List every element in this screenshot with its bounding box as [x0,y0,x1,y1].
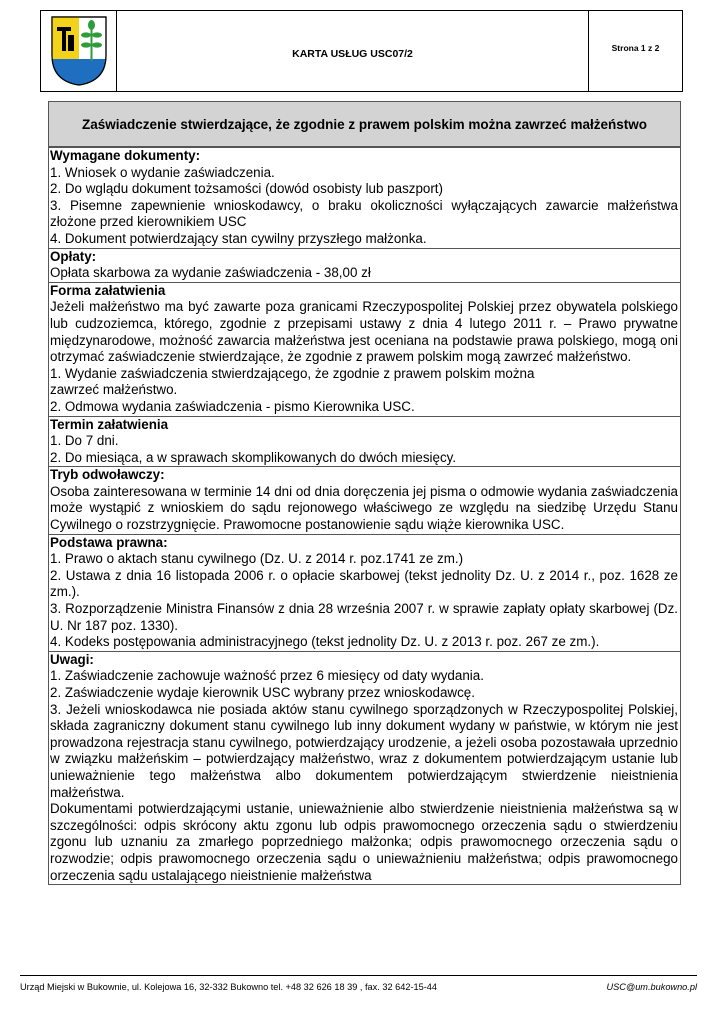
list-item: 2. Do wglądu dokument tożsamości (dowód osobisty lub paszport) [50,181,443,197]
footer-address: Urząd Miejski w Bukownie, ul. Kolejowa 16, 32-332 Bukowno tel. +48 32 626 18 39 , fax. 32 642-15-44 [20,982,438,992]
section-title: Termin załatwienia [50,416,169,432]
section-title: Forma załatwienia [50,282,166,298]
appeal-text: Osoba zainteresowana w terminie 14 dni od dnia doręczenia jej pisma o odmowie wydania zaświadczenia może wystąpić z wnioskiem do sądu rejonowego właściwego ze względu na siedzibę Urzędu Stanu Cywilnego o rozstrzygnięcie. Prawomocne postanowienie sądu wiąże kierownika USC. [50,483,678,533]
section-notes [49,651,680,884]
list-item: 3. Rozporządzenie Ministra Finansów z dnia 28 września 2007 r. w sprawie zapłaty opłaty skarbowej (Dz. U. Nr 187 poz. 1330). [50,601,678,633]
page-number: Strona 1 z 2 [588,11,682,91]
section-required-documents [49,147,680,248]
list-item: 4. Dokument potwierdzający stan cywilny przyszłego małżonka. [50,230,427,246]
section-legal-basis [49,534,680,651]
list-item-continued: zawrzeć małżeństwo. [50,382,178,398]
list-item: 2. Odmowa wydania zaświadczenia - pismo Kierownika USC. [50,398,415,414]
section-form [49,282,680,416]
list-item: 4. Kodeks postępowania administracyjnego (tekst jednolity Dz. U. z 2013 r. poz. 267 ze zm.). [50,634,600,650]
list-item: 3. Jeżeli wnioskodawca nie posiada aktów stanu cywilnego sporządzonych w Rzeczypospolitej Polskiej, składa zagraniczny dokument stanu cywilnego lub inny dokument wydany w państwie, w którym nie jest prowadzona rejestracja stanu cywilnego, potwierdzający urodzenie, a jeżeli osoba pozostawała uprzednio w związku małżeńskim – potwierdzający małżeństwo, wraz z dokumentem potwierdzającym ustanie lub unieważnienie tego małżeństwa albo dokumentem potwierdzającym stwierdzenie nieistnienia małżeństwa. [50,701,678,800]
document-title: Zaświadczenie stwierdzające, że zgodnie z prawem polskim można zawrzeć małżeństwo [49,102,680,147]
section-appeal [49,466,680,533]
list-item: 1. Wydanie zaświadczenia stwierdzającego, że zgodnie z prawem polskim można [50,365,535,381]
section-fees [49,248,680,282]
page-footer [20,975,697,992]
coat-of-arms-logo [50,15,108,87]
section-title: Wymagane dokumenty: [50,148,201,163]
list-item: 2. Do miesiąca, a w sprawach skomplikowanych do dwóch miesięcy. [50,449,457,465]
list-item: 1. Wniosek o wydanie zaświadczenia. [50,164,275,180]
fee-text: Opłata skarbowa za wydanie zaświadczenia - 38,00 zł [50,265,371,281]
list-item: 1. Zaświadczenie zachowuje ważność przez 6 miesięcy od daty wydania. [50,668,484,684]
card-title: KARTA USŁUG USC07/2 [292,48,413,60]
notes-extra-paragraph: Dokumentami potwierdzającymi ustanie, unieważnienie albo stwierdzenie nieistnienia małżeństwa są w szczególności: odpis skrócony aktu zgonu lub odpis prawomocnego orzeczenia sądu o stwierdzeniu zgonu lub uznaniu za zmarłego poprzedniego małżonka; odpis prawomocnego orzeczenia sądu o rozwodzie; odpis prawomocnego orzeczenia sądu o unieważnieniu małżeństwa; odpis prawomocnego orzeczenia sądu ustalającego nieistnienie małżeństwa [50,801,678,883]
list-item: 2. Ustawa z dnia 16 listopada 2006 r. o opłacie skarbowej (tekst jednolity Dz. U. z 2014 r., poz. 1628 ze zm.). [50,567,678,600]
footer-email: USC@um.bukowno.pl [606,982,697,992]
list-item: 1. Do 7 dni. [50,433,119,449]
list-item: 2. Zaświadczenie wydaje kierownik USC wybrany przez wnioskodawcę. [50,685,475,700]
logo-cell [41,11,117,91]
section-title: Uwagi: [50,651,94,667]
list-item: 1. Prawo o aktach stanu cywilnego (Dz. U. z 2014 r. poz.1741 ze zm.) [50,551,464,567]
section-title: Tryb odwoławczy: [50,467,165,483]
section-deadline [49,416,680,467]
section-title: Podstawa prawna: [50,534,168,550]
section-title: Opłaty: [50,248,97,264]
list-item: 3. Pisemne zapewnienie wnioskodawcy, o braku okoliczności wyłączających zawarcie małżeństwa złożone przed kierownikiem USC [50,197,678,230]
service-card-table [48,101,681,885]
page-header [40,10,683,92]
form-paragraph: Jeżeli małżeństwo ma być zawarte poza granicami Rzeczypospolitej Polskiej przez obywatela polskiego lub cudzoziemca, którego, zgodnie z przepisami ustawy z dnia 4 lutego 2011 r. – Prawo prywatne międzynarodowe, możność zawarcia małżeństwa jest oceniana na podstawie prawa polskiego, mogą oni otrzymać zaświadczenie stwierdzające, że zgodnie z prawem polskim mogą zawrzeć małżeństwo. [50,299,678,365]
